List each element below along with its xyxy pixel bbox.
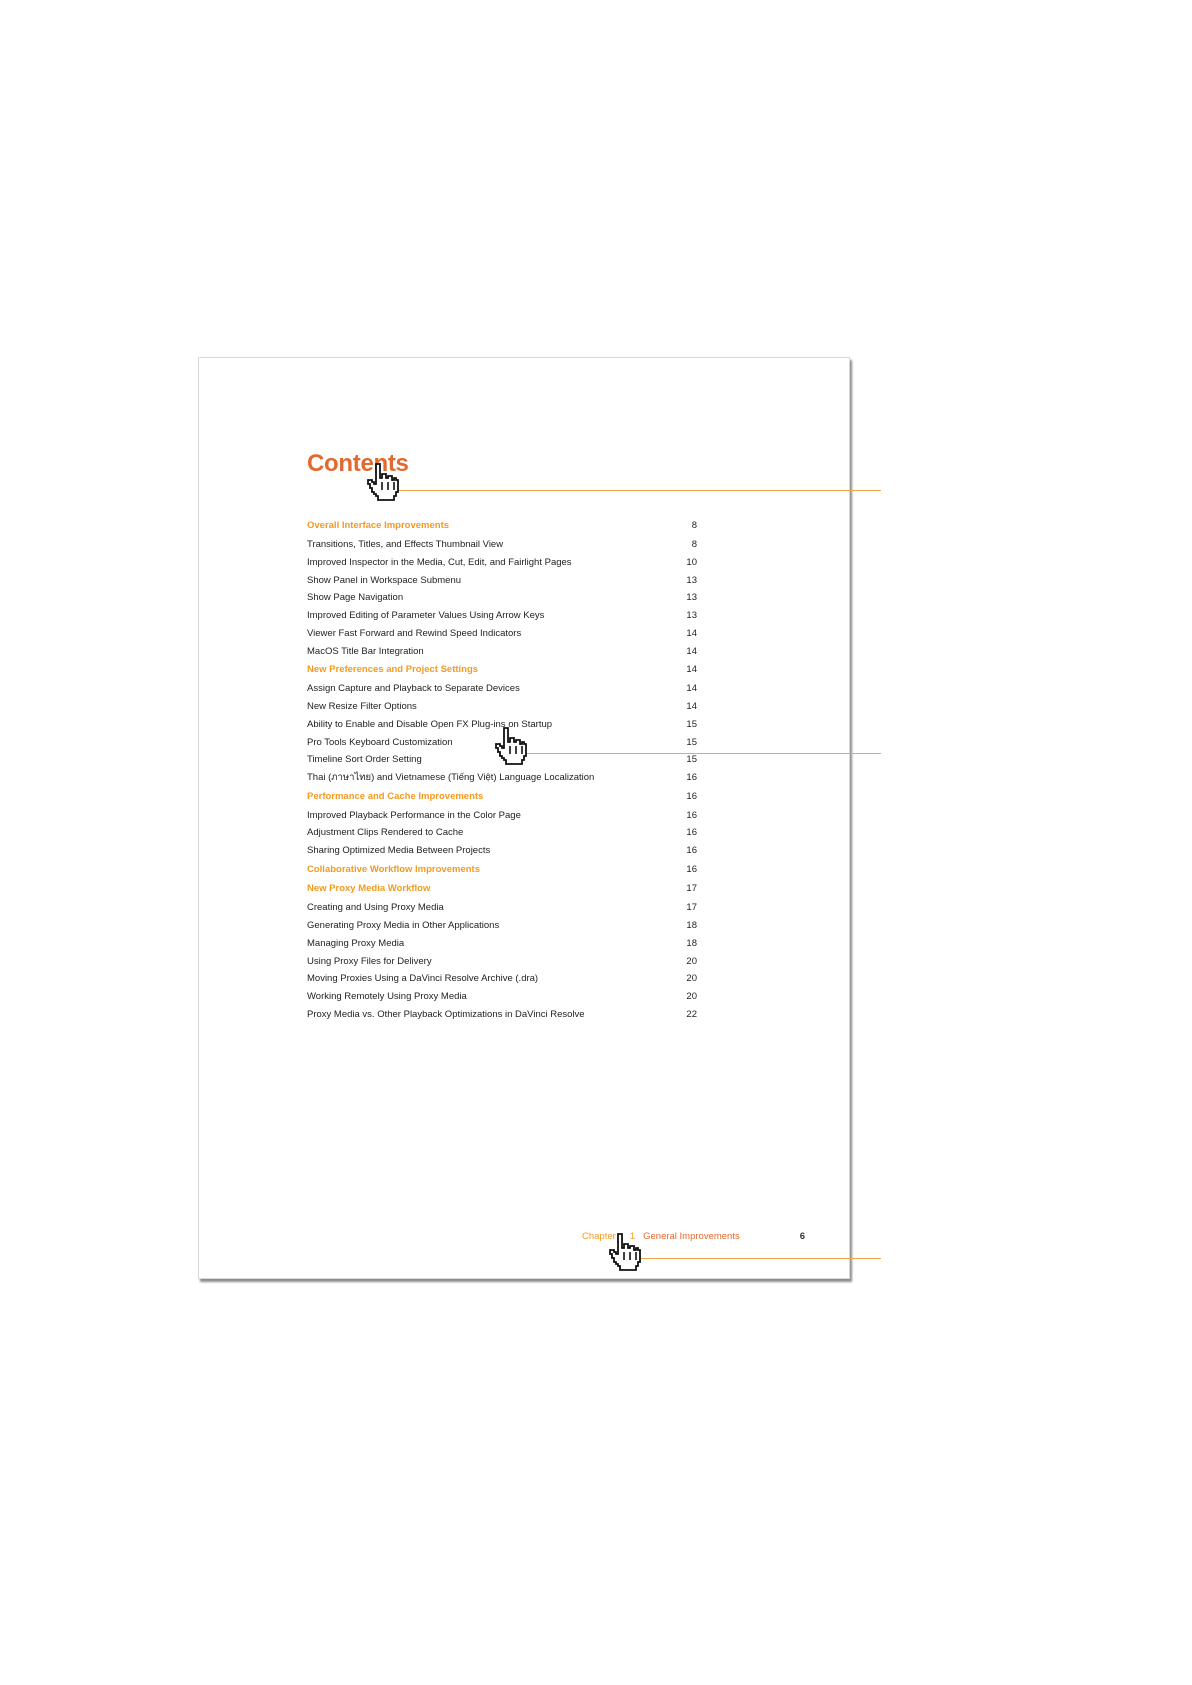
- toc-page-number: 13: [686, 574, 697, 586]
- toc-entry[interactable]: [307, 680, 697, 698]
- toc-entry-label: Generating Proxy Media in Other Applications: [307, 919, 500, 931]
- hand-pointer-icon: [364, 462, 400, 502]
- toc-entry-label: Adjustment Clips Rendered to Cache: [307, 827, 464, 839]
- toc-entry-label: Overall Interface Improvements: [307, 520, 450, 532]
- toc-entry[interactable]: [307, 899, 697, 917]
- toc-entry[interactable]: [307, 952, 697, 970]
- toc-entry-label: Improved Editing of Parameter Values Using Arrow Keys: [307, 610, 545, 622]
- page-title[interactable]: Contents: [307, 450, 409, 477]
- toc-page-number: 16: [686, 845, 697, 857]
- toc-page-number: 16: [686, 772, 697, 784]
- toc-page-number: 16: [686, 790, 697, 802]
- toc-section-heading[interactable]: [307, 660, 697, 680]
- toc-page-number: 10: [686, 556, 697, 568]
- toc-entry-label: Assign Capture and Playback to Separate Devices: [307, 683, 520, 695]
- toc-entry[interactable]: [307, 698, 697, 716]
- toc-entry-label: Show Panel in Workspace Submenu: [307, 574, 462, 586]
- document-page: [198, 357, 850, 1279]
- footer-page-number: 6: [799, 1231, 806, 1242]
- toc-entry-label: Sharing Optimized Media Between Projects: [307, 845, 491, 857]
- toc-page-number: 14: [686, 627, 697, 639]
- toc-entry[interactable]: [307, 536, 697, 554]
- toc-entry[interactable]: [307, 934, 697, 952]
- toc-entry-label: Improved Playback Performance in the Color Page: [307, 809, 521, 821]
- toc-entry[interactable]: [307, 1006, 697, 1024]
- toc-page-number: 15: [686, 718, 697, 730]
- toc-page-number: 8: [691, 520, 697, 532]
- toc-page-number: 20: [686, 973, 697, 985]
- toc-entry-label: Transitions, Titles, and Effects Thumbnail View: [307, 538, 504, 550]
- toc-page-number: 16: [686, 827, 697, 839]
- toc-entry-label: Performance and Cache Improvements: [307, 790, 484, 802]
- toc-page-number: 20: [686, 955, 697, 967]
- footer-chapter-number[interactable]: 1: [629, 1231, 636, 1242]
- toc-entry[interactable]: [307, 607, 697, 625]
- toc-entry[interactable]: [307, 970, 697, 988]
- table-of-contents: [307, 516, 697, 1023]
- toc-page-number: 18: [686, 919, 697, 931]
- toc-entry[interactable]: [307, 571, 697, 589]
- toc-page-number: 13: [686, 592, 697, 604]
- callout-line-title: [384, 490, 881, 491]
- toc-section-heading[interactable]: [307, 860, 697, 880]
- hand-pointer-icon: [606, 1232, 642, 1272]
- callout-line-footer: [624, 1258, 881, 1259]
- toc-entry-label: Improved Inspector in the Media, Cut, Edit, and Fairlight Pages: [307, 556, 572, 568]
- toc-entry-label: Ability to Enable and Disable Open FX Plug-ins on Startup: [307, 718, 553, 730]
- toc-page-number: 14: [686, 645, 697, 657]
- toc-entry-label: Show Page Navigation: [307, 592, 404, 604]
- toc-entry-label: MacOS Title Bar Integration: [307, 645, 424, 657]
- toc-page-number: 17: [686, 883, 697, 895]
- toc-page-number: 16: [686, 809, 697, 821]
- toc-section-heading[interactable]: [307, 879, 697, 899]
- toc-page-number: 14: [686, 683, 697, 695]
- toc-entry[interactable]: [307, 917, 697, 935]
- toc-section-heading[interactable]: [307, 516, 697, 536]
- toc-entry[interactable]: [307, 625, 697, 643]
- toc-entry-label: Creating and Using Proxy Media: [307, 902, 444, 914]
- hand-pointer-icon: [492, 726, 528, 766]
- toc-entry[interactable]: [307, 842, 697, 860]
- toc-entry-label: Thai (ภาษาไทย) and Vietnamese (Tiếng Việt) Language Localization: [307, 772, 595, 784]
- toc-page-number: 17: [686, 902, 697, 914]
- toc-page-number: 8: [691, 538, 697, 550]
- toc-entry[interactable]: [307, 988, 697, 1006]
- callout-line-toc-entry: [510, 753, 881, 754]
- toc-entry-label: Managing Proxy Media: [307, 937, 405, 949]
- toc-page-number: 22: [686, 1008, 697, 1020]
- toc-entry[interactable]: [307, 553, 697, 571]
- toc-page-number: 16: [686, 863, 697, 875]
- toc-entry-label: Working Remotely Using Proxy Media: [307, 991, 467, 1003]
- toc-entry-label: Proxy Media vs. Other Playback Optimizations in DaVinci Resolve: [307, 1008, 585, 1020]
- toc-entry-label: Collaborative Workflow Improvements: [307, 863, 480, 875]
- toc-entry-label: Pro Tools Keyboard Customization: [307, 736, 453, 748]
- toc-entry-label: Viewer Fast Forward and Rewind Speed Indicators: [307, 627, 522, 639]
- toc-page-number: 15: [686, 754, 697, 766]
- footer-chapter-label[interactable]: Chapter: [582, 1231, 616, 1242]
- toc-entry-label: Using Proxy Files for Delivery: [307, 955, 432, 967]
- toc-entry[interactable]: [307, 589, 697, 607]
- toc-entry[interactable]: [307, 769, 697, 787]
- toc-page-number: 20: [686, 991, 697, 1003]
- toc-entry-label: New Preferences and Project Settings: [307, 664, 479, 676]
- toc-entry[interactable]: [307, 824, 697, 842]
- toc-page-number: 13: [686, 610, 697, 622]
- toc-entry-label: Timeline Sort Order Setting: [307, 754, 422, 766]
- toc-entry-label: New Proxy Media Workflow: [307, 883, 431, 895]
- toc-entry-label: Moving Proxies Using a DaVinci Resolve Archive (.dra): [307, 973, 539, 985]
- toc-section-heading[interactable]: [307, 787, 697, 807]
- toc-page-number: 14: [686, 700, 697, 712]
- toc-page-number: 15: [686, 736, 697, 748]
- toc-entry[interactable]: [307, 642, 697, 660]
- toc-entry[interactable]: [307, 806, 697, 824]
- toc-entry-label: New Resize Filter Options: [307, 700, 417, 712]
- footer-chapter-name[interactable]: General Improvements: [643, 1231, 740, 1242]
- toc-page-number: 14: [686, 664, 697, 676]
- toc-page-number: 18: [686, 937, 697, 949]
